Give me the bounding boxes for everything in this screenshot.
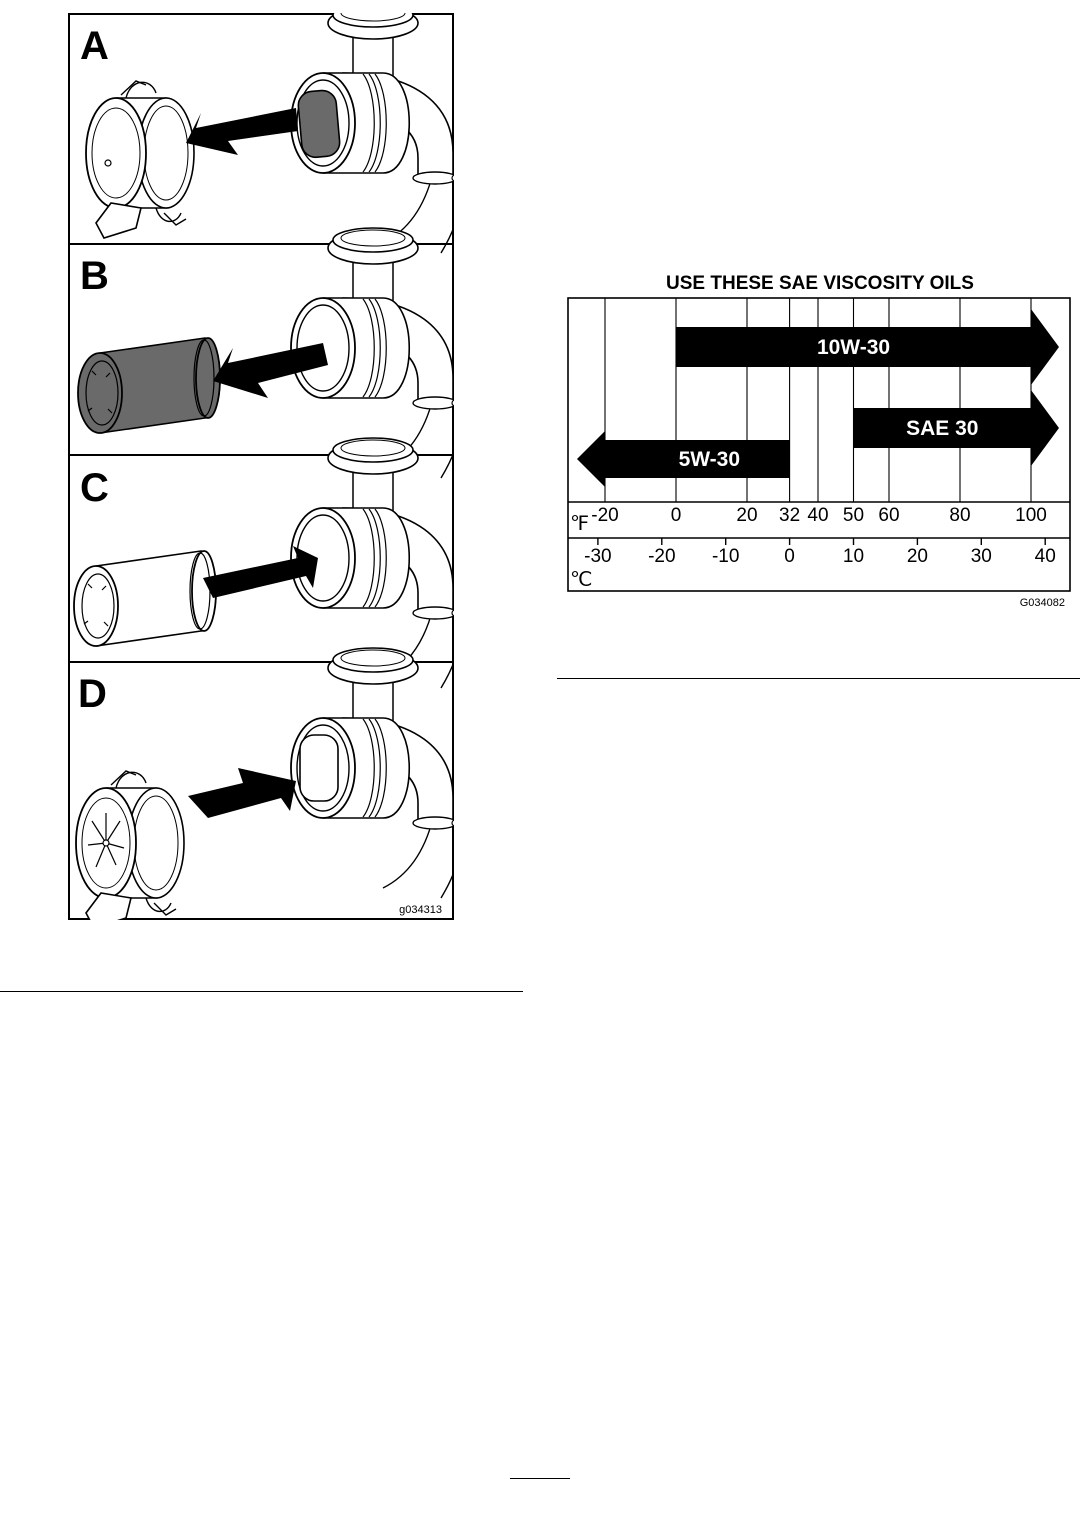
f-tick-label: 60: [878, 505, 900, 526]
column-divider-right: [557, 678, 1080, 679]
c-tick-label: 20: [906, 546, 928, 567]
chart-figure-code: G034082: [1019, 597, 1065, 609]
c-tick-label: -30: [584, 546, 612, 567]
panel-letter-a: A: [80, 24, 109, 68]
c-tick-label: -10: [711, 546, 740, 567]
f-tick-label: 100: [1015, 505, 1047, 526]
c-tick-label: -20: [648, 546, 676, 567]
figure-code: g034313: [399, 904, 442, 916]
f-tick-label: 50: [842, 505, 865, 526]
f-tick-label: 40: [807, 505, 829, 526]
celsius-unit: ℃: [570, 569, 593, 591]
f-tick-label: 20: [736, 505, 758, 526]
f-tick-label: 80: [949, 505, 971, 526]
f-tick-label: 32: [779, 505, 801, 526]
c-tick-label: 40: [1034, 546, 1056, 567]
air-filter-figure: [68, 13, 454, 920]
bar-label: 10W-30: [816, 336, 891, 359]
panel-letter-d: D: [78, 672, 107, 716]
f-tick-label: -20: [591, 505, 619, 526]
bar-label: SAE 30: [906, 417, 979, 440]
column-divider-left: [0, 991, 523, 992]
panel-letter-c: C: [80, 466, 109, 510]
footer-rule: [510, 1478, 570, 1479]
c-tick-label: 30: [970, 546, 992, 567]
viscosity-chart: [560, 268, 1080, 618]
panel-letter-b: B: [80, 254, 109, 298]
fahrenheit-unit: ℉: [570, 513, 590, 535]
c-tick-label: 0: [784, 546, 795, 567]
f-tick-label: 0: [670, 505, 682, 526]
c-tick-label: 10: [842, 546, 865, 567]
chart-title: USE THESE SAE VISCOSITY OILS: [666, 273, 974, 294]
bar-label: 5W-30: [678, 448, 741, 471]
